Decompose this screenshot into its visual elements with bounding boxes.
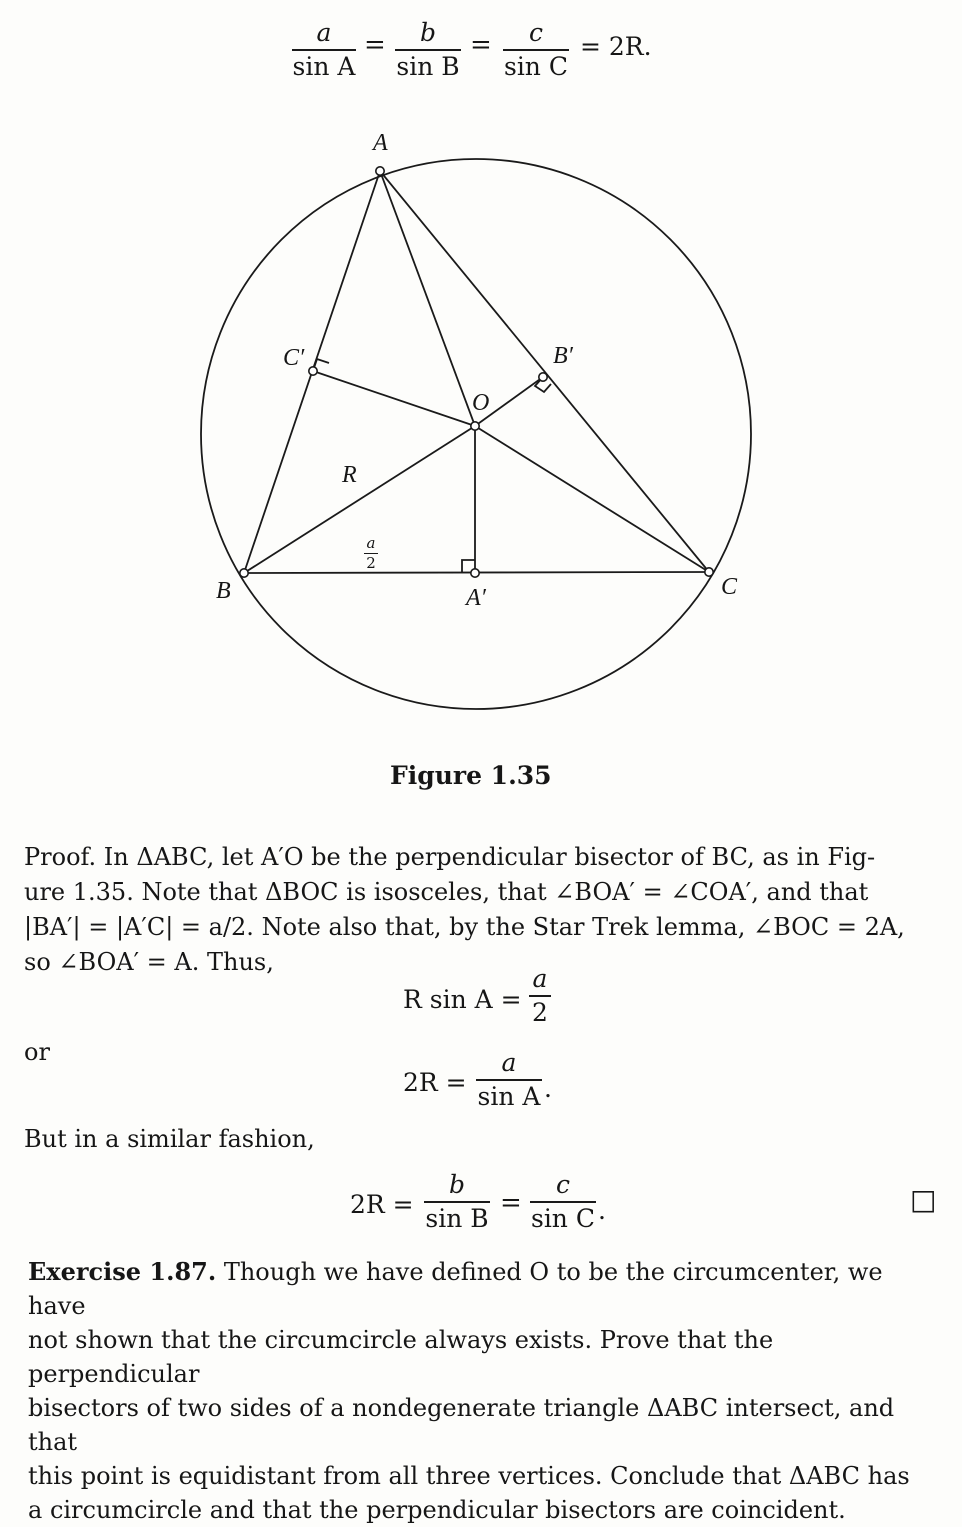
vertex-B-point — [240, 569, 248, 577]
label-O: O — [472, 390, 490, 416]
eq3-fraction-b — [424, 1172, 490, 1231]
denominator: sin C — [530, 1203, 595, 1233]
midpoint-A-prime-point — [471, 569, 479, 577]
denominator: sin B — [396, 51, 460, 81]
denominator: sin C — [503, 51, 568, 81]
exercise-title: Exercise 1.87. — [28, 1257, 217, 1286]
eq2-lhs: 2R = — [403, 1068, 467, 1097]
equation-rhs: = 2R. — [580, 32, 652, 61]
circumcenter-O-point — [471, 422, 479, 430]
label-a-over-2 — [364, 536, 378, 571]
qed-symbol: □ — [910, 1183, 937, 1216]
proof-line: so ∠BOA′ = A. Thus, — [24, 948, 274, 976]
segment-BO — [244, 426, 475, 573]
numerator: c — [528, 18, 543, 47]
proof-line: ure 1.35. Note that ΔBOC is isosceles, that ∠BOA′ = ∠COA′, and that — [24, 878, 869, 906]
exercise-line: not shown that the circumcircle always exists. Prove that the perpendicular — [28, 1326, 774, 1388]
label-C: C — [721, 574, 738, 600]
label-A-prime: A′ — [466, 585, 486, 611]
eq1-lhs: R sin A = — [403, 985, 522, 1014]
numerator: b — [448, 1170, 465, 1199]
eq3-fraction-c — [530, 1172, 596, 1231]
numerator: a — [501, 1048, 517, 1077]
eq3-lhs: 2R = — [350, 1190, 414, 1219]
exercise-line: a circumcircle and that the perpendicular bisectors are coincident. — [28, 1496, 846, 1524]
vertex-C-point — [705, 568, 713, 576]
midpoint-C-prime-point — [309, 367, 317, 375]
label-B: B — [216, 578, 231, 604]
exercise-line: this point is equidistant from all three vertices. Conclude that ΔABC has — [28, 1462, 910, 1490]
side-AC — [380, 171, 709, 572]
eq1-fraction — [529, 966, 551, 1025]
exercise-paragraph — [28, 1255, 940, 1527]
figure-caption: Figure 1.35 — [390, 761, 552, 790]
eq2-fraction — [476, 1050, 542, 1109]
circumcircle-figure — [0, 0, 962, 760]
eq2-period: . — [544, 1074, 552, 1103]
equals-sign: = — [500, 1188, 522, 1218]
numerator: a — [532, 964, 548, 993]
proof-line: |BA′| = |A′C| = a/2. Note also that, by the Star Trek lemma, ∠BOC = 2A, — [24, 913, 905, 941]
circumcircle — [201, 159, 751, 709]
segment-OC-prime — [313, 371, 475, 426]
equals-sign: = — [364, 30, 386, 60]
denominator: sin B — [425, 1203, 489, 1233]
label-C-prime: C′ — [283, 345, 305, 371]
proof-paragraph — [24, 840, 939, 980]
segment-AO — [380, 171, 475, 426]
denominator: 2 — [532, 997, 548, 1027]
numerator: a — [316, 18, 332, 47]
numerator: a — [366, 534, 376, 552]
segment-CO — [475, 426, 709, 572]
or-text: or — [24, 1038, 50, 1066]
exercise-line: bisectors of two sides of a nondegenerate triangle ΔABC intersect, and that — [28, 1394, 895, 1456]
exercise-line: Though we have defined O to be the circumcenter, we have — [28, 1258, 883, 1320]
label-R: R — [342, 462, 357, 488]
denominator: 2 — [366, 554, 376, 573]
vertex-A-point — [376, 167, 384, 175]
proof-line: Proof. In ΔABC, let A′O be the perpendicular bisector of BC, as in Fig- — [24, 843, 876, 871]
label-B-prime: B′ — [553, 343, 573, 369]
label-A: A — [373, 130, 388, 156]
denominator: sin A — [477, 1081, 541, 1111]
similar-fashion-text: But in a similar fashion, — [24, 1125, 315, 1153]
midpoint-B-prime-point — [539, 373, 547, 381]
eq3-period: . — [598, 1196, 606, 1225]
denominator: sin A — [292, 51, 356, 81]
numerator: c — [555, 1170, 570, 1199]
numerator: b — [419, 18, 436, 47]
equals-sign: = — [470, 30, 492, 60]
